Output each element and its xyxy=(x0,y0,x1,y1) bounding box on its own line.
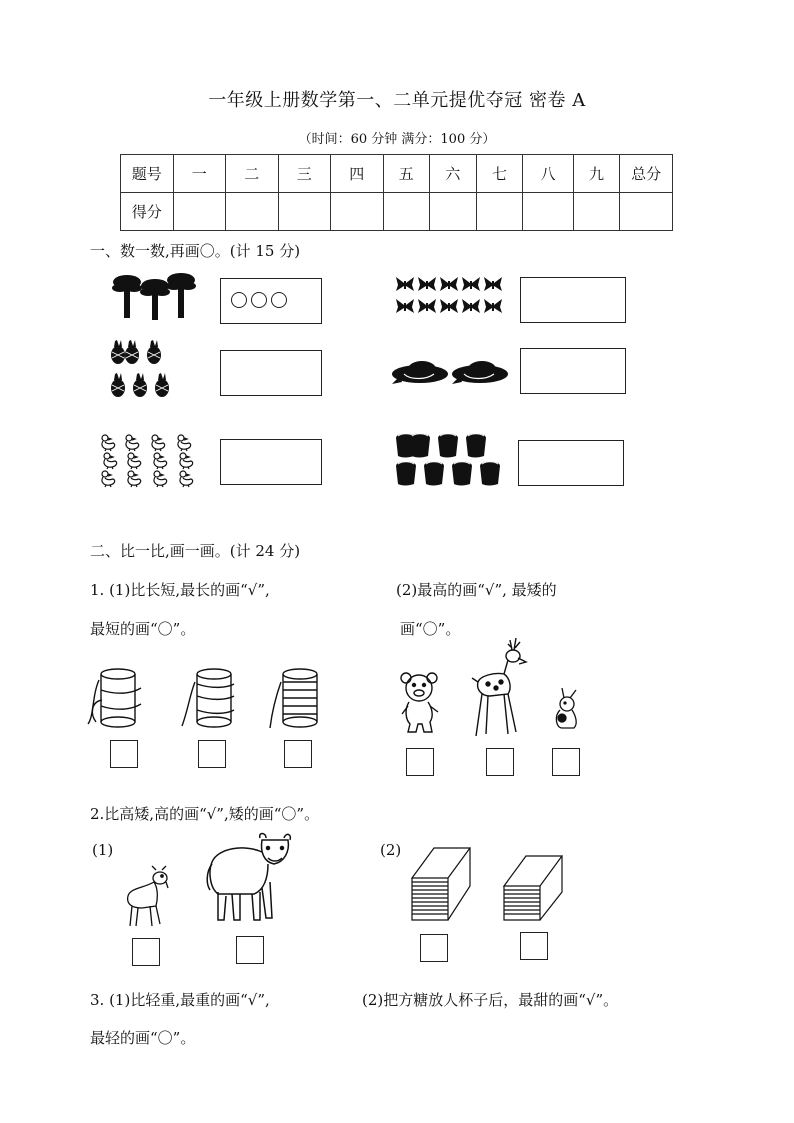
spools-with-string-icon xyxy=(86,666,326,738)
score-table xyxy=(120,154,673,231)
book-stacks-icon xyxy=(410,844,570,924)
q1-left-line1: 1. (1)比长短,最长的画“√”, xyxy=(90,581,270,599)
answer-square-spool-3[interactable] xyxy=(284,740,312,768)
baskets-icon xyxy=(394,432,506,488)
answer-box-palm-trees[interactable] xyxy=(220,278,322,324)
answer-box-baskets[interactable] xyxy=(518,440,624,486)
palm-trees-icon xyxy=(108,268,200,322)
q3-left-line1: 3. (1)比轻重,最重的画“√”, xyxy=(90,991,270,1009)
section1-heading: 一、数一数,再画〇。(计 15 分) xyxy=(90,242,301,260)
score-table-header-row xyxy=(121,155,673,193)
header-cell: 九 xyxy=(573,155,620,193)
header-cell: 总分 xyxy=(620,155,673,193)
score-table-score-row xyxy=(121,193,673,231)
score-cell[interactable] xyxy=(278,193,331,231)
answer-square-spool-1[interactable] xyxy=(110,740,138,768)
q1-right-line2: 画“〇”。 xyxy=(400,620,461,638)
header-cell: 八 xyxy=(523,155,574,193)
header-cell: 五 xyxy=(383,155,430,193)
header-cell: 六 xyxy=(430,155,477,193)
score-cell[interactable] xyxy=(331,193,384,231)
q1-right-line1: (2)最高的画“√”, 最矮的 xyxy=(396,581,557,599)
score-cell[interactable] xyxy=(573,193,620,231)
q3-left-line2: 最轻的画“〇”。 xyxy=(90,1029,196,1047)
circle-mark-icon xyxy=(231,292,247,308)
rabbit-icon xyxy=(550,688,586,732)
q2-text: 2.比高矮,高的画“√”,矮的画“〇”。 xyxy=(90,805,320,823)
score-cell[interactable] xyxy=(226,193,279,231)
bear-icon xyxy=(398,672,444,736)
answer-box-pineapples[interactable] xyxy=(220,350,322,396)
score-row-label: 得分 xyxy=(121,193,174,231)
score-cell[interactable] xyxy=(173,193,226,231)
answer-square-ox[interactable] xyxy=(236,936,264,964)
deer-icon xyxy=(468,638,534,738)
answer-square-goat[interactable] xyxy=(132,938,160,966)
q3-right-line1: (2)把方糖放人杯子后，最甜的画“√”。 xyxy=(362,991,619,1009)
q1-left-line2: 最短的画“〇”。 xyxy=(90,620,196,638)
answer-box-butterflies[interactable] xyxy=(520,277,626,323)
ducks-icon xyxy=(100,434,200,488)
score-cell[interactable] xyxy=(523,193,574,231)
answer-square-deer[interactable] xyxy=(486,748,514,776)
header-cell: 题号 xyxy=(121,155,174,193)
answer-square-bear[interactable] xyxy=(406,748,434,776)
circle-mark-icon xyxy=(251,292,267,308)
answer-square-books-1[interactable] xyxy=(420,934,448,962)
header-cell: 三 xyxy=(278,155,331,193)
answer-box-ducks[interactable] xyxy=(220,439,322,485)
hats-icon xyxy=(390,358,512,392)
score-cell[interactable] xyxy=(430,193,477,231)
header-cell: 四 xyxy=(331,155,384,193)
header-cell: 二 xyxy=(226,155,279,193)
q2-part2-label: (2) xyxy=(380,841,402,859)
section2-heading: 二、比一比,画一画。(计 24 分) xyxy=(90,542,301,560)
score-cell[interactable] xyxy=(620,193,673,231)
answer-square-books-2[interactable] xyxy=(520,932,548,960)
header-cell: 七 xyxy=(476,155,523,193)
q2-part1-label: (1) xyxy=(92,841,114,859)
page-subtitle: （时间：60 分钟 满分：100 分） xyxy=(298,132,496,147)
answer-box-hats[interactable] xyxy=(520,348,626,394)
circle-mark-icon xyxy=(271,292,287,308)
score-cell[interactable] xyxy=(383,193,430,231)
header-cell: 一 xyxy=(173,155,226,193)
pineapples-icon xyxy=(110,340,176,404)
page-title: 一年级上册数学第一、二单元提优夺冠 密卷 A xyxy=(208,90,586,111)
score-cell[interactable] xyxy=(476,193,523,231)
butterflies-icon xyxy=(396,275,508,317)
goat-icon xyxy=(122,866,178,930)
ox-icon xyxy=(204,832,296,924)
answer-square-spool-2[interactable] xyxy=(198,740,226,768)
answer-square-rabbit[interactable] xyxy=(552,748,580,776)
